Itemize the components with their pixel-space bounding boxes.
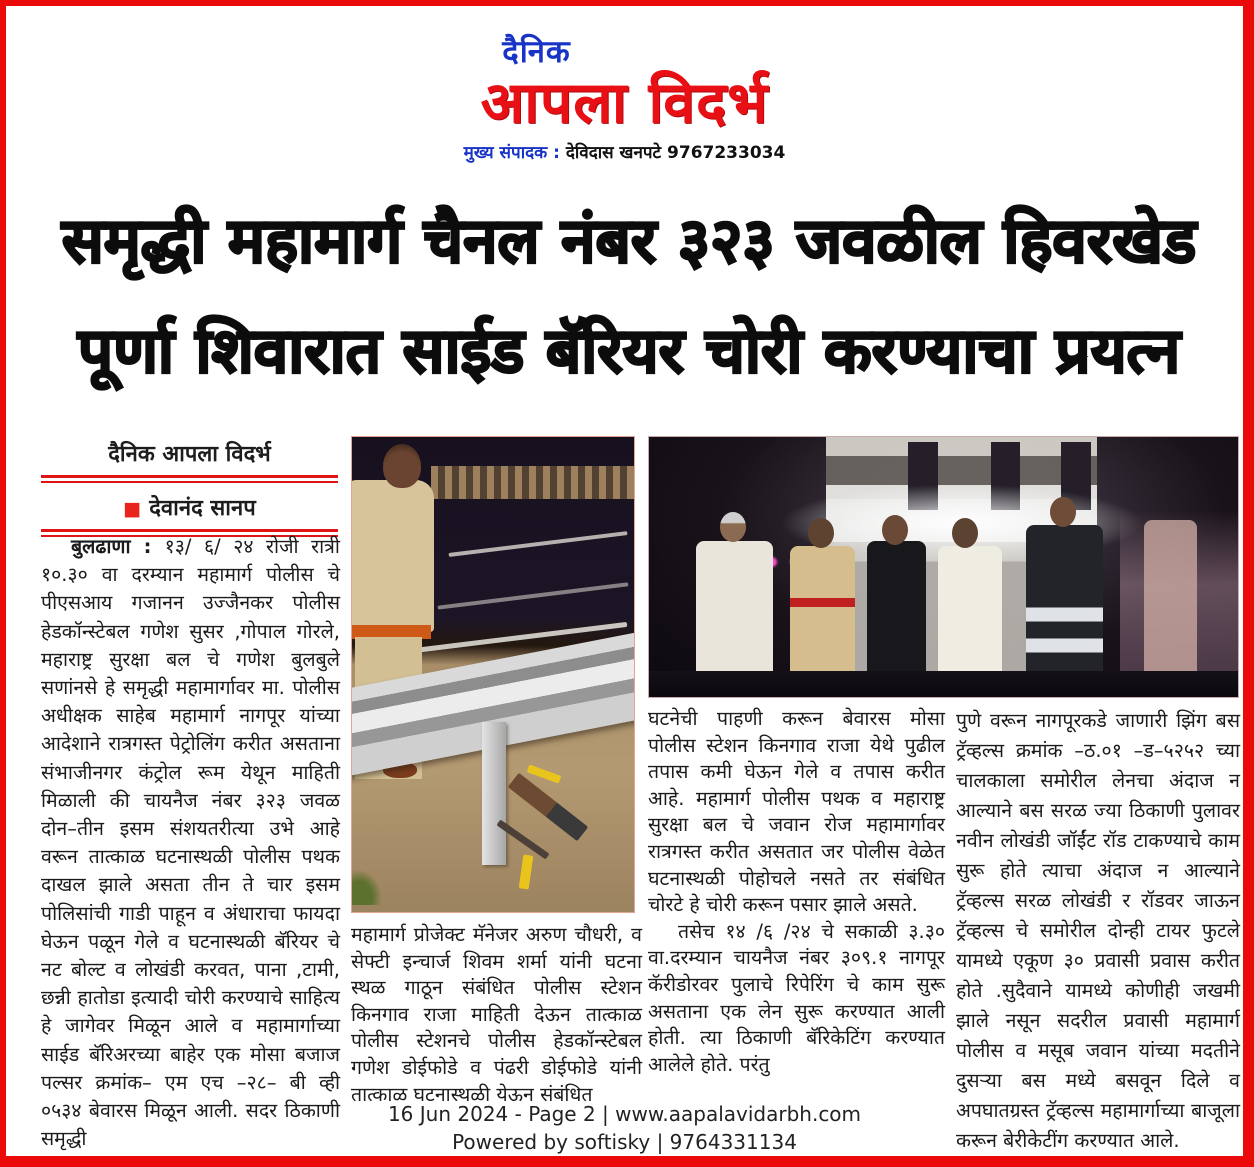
masthead-title: आपला विदर्भ	[480, 70, 769, 136]
article-column-4	[956, 706, 1240, 1156]
headline-line1: समृद्धी महामार्ग चैनल नंबर ३२३ जवळील हिवरखेड	[61, 204, 1197, 277]
photo2-man-head	[1050, 497, 1076, 527]
column2-text: महामार्ग प्रोजेक्ट मॅनेजर अरुण चौधरी, व सेफ्टी इन्चार्ज शिवम शर्मा यांनी घटना स्थळ गाठून संबंधित पोलीस स्टेशन किनगाव राजा माहिती देऊन तात्काळ पोलीस स्टेशनचे पोलीस हेडकॉन्स्टेबल गणेश डोईफोडे व पंढरी डोईफोडे यांनी तात्काळ घटनास्थळी येऊन संबंधित	[351, 923, 642, 1106]
headline	[20, 186, 1238, 406]
byline-block	[41, 438, 338, 537]
masthead	[6, 30, 1243, 163]
photo2-man-head	[720, 512, 746, 542]
article-column-2	[351, 922, 642, 1108]
photo2-man-head	[952, 518, 978, 548]
footer-date-page-url: 16 Jun 2024 - Page 2 | www.aapalavidarbh.com	[387, 1102, 862, 1126]
red-rule-top	[41, 475, 338, 483]
photo1-saw-tool	[508, 773, 588, 841]
article-paragraph	[956, 706, 1240, 1156]
headline-line2: पूर्णा शिवारात साईड बॅरियर चोरी करण्याचा प्रयत्न	[77, 314, 1181, 387]
photo2-ground	[649, 671, 1238, 697]
photo1-officer-shirt	[351, 480, 434, 632]
article-paragraph	[41, 533, 340, 1153]
photo1-yellow-handle-tool	[519, 854, 534, 889]
photo1-lane-line	[448, 531, 628, 557]
reporter-line	[41, 492, 338, 522]
photo2-police-belt	[790, 598, 855, 607]
photo1-grass	[352, 865, 386, 905]
photo2-bystander	[1144, 520, 1197, 676]
editor-value: देविदास खनपटे 9767233034	[559, 143, 786, 163]
footer-powered-by: Powered by softisky | 9764331134	[452, 1130, 797, 1154]
photo-guardrail-night	[351, 436, 635, 913]
photo1-officer-head	[383, 444, 421, 488]
photo1-median-fence	[431, 466, 634, 499]
photo1-yellow-handle-tool	[526, 764, 561, 783]
photo1-guardrail-post	[482, 722, 506, 865]
byline-paper-name: दैनिक आपला विदर्भ	[108, 442, 271, 467]
editor-label: मुख्य संपादक :	[463, 143, 560, 163]
photo1-lane-line	[437, 582, 628, 609]
dateline-lead: बुलढाणा :	[71, 535, 165, 558]
article-column-1	[41, 533, 340, 1153]
photo2-man-head	[882, 515, 908, 545]
red-square-bullet-icon: ■	[123, 498, 142, 520]
column3-para2: तसेच १४ /६ /२४ चे सकाळी ३.३० वा.दरम्यान चायनैज नंबर ३०९.१ नागपूर कॅरीडोरवर पुलाचे रिपेरिंग चे काम सुरू असताना एक लेन सुरू करण्यात आली होती. त्या ठिकाणी बॅरिकेटिंग करण्यात आलेले होते. परंतु	[648, 919, 945, 1076]
article-column-3	[648, 706, 945, 1078]
photo2-man-head	[808, 518, 834, 548]
photo-bus-night-group	[648, 436, 1239, 698]
masthead-pre-title: दैनिक	[502, 34, 571, 70]
editor-line	[6, 140, 1243, 163]
column4-text: पुणे वरून नागपूरकडे जाणारी झिंग बस ट्रॅव्हल्स क्रमांक –ठ.०१ –ड–५२५२ च्या चालकाला समोरील लेनचा अंदाज न आल्याने बस सरळ ज्या ठिकाणी पुलावर नवीन लोखंडी जॉईंट रॉड टाकण्याचे काम सुरू होते त्याचा अंदाज न आल्याने ट्रॅव्हल्स सरळ लोखंडी र रॉडवर जाऊन ट्रॅव्हल्स चे समोरील दोन्ही टायर फुटले यामध्ये एकूण ३० प्रवासी प्रवास करीत होते .सुदैवाने यामध्ये कोणीही जखमी झाले नसून सदरील प्रवासी महामार्ग पोलीस व मसूब जवान यांच्या मदतीने दुसऱ्या बस मध्ये बसवून दिले व अपघातग्रस्त ट्रॅव्हल्स महामार्गाच्या बाजूला करून बेरीकेटींग करण्यात आले.	[956, 709, 1240, 1152]
article-paragraph	[648, 706, 945, 919]
column1-text: १३/ ६/ २४ रोजी रात्री १०.३० वा दरम्यान महामार्ग पोलीस चे पीएसआय गजानन उज्जैनकर पोलीस हेडकॉन्स्टेबल गणेश सुसर ,गोपाल गोरले, महाराष्ट्र सुरक्षा बल चे गणेश बुलबुले सणांनसे हे समृद्धी महामार्गावर मा. पोलीस अधीक्षक साहेब महामार्ग नागपूर यांच्या आदेशाने रात्रगस्त पेट्रोलिंग करीत असताना संभाजीनगर कंट्रोल रूम येथून माहिती मिळाली की चायनैज नंबर ३२३ जवळ दोन–तीन इसम संशयतरीत्या उभे आहे वरून तात्काळ घटनास्थळी पोलीस पथक दाखल झाले असता तीन ते चार इसम पोलिसांची गाडी पाहून व अंधाराचा फायदा घेऊन पळून गेले व घटनास्थळी बॅरियर चे नट बोल्ट व लोखंडी करवत, पाना ,टामी, छन्नी हातोडा इत्यादी चोरी करण्याचे साहित्य हे जागेवर मिळून आले व महामार्गाच्या साईड बॅरिअरच्या बाहेर एक मोसा बजाज पल्सर क्रमांक– एम एच –२८– बी व्ही ०५३४ बेवारस मिळून आली. सदर ठिकाणी समृद्धी	[41, 535, 340, 1151]
article-paragraph	[648, 919, 945, 1079]
reporter-name: देवानंद सानप	[149, 496, 256, 521]
column3-para1: घटनेची पाहणी करून बेवारस मोसा पोलीस स्टेशन किनगाव राजा येथे पुढील तपास कमी घेऊन गेले व तपास करीत आहे. महामार्ग पोलीस पथक व महाराष्ट्र सुरक्षा बल चे जवान रोज महामार्गावर रात्रगस्त करीत असतात जर पोलीस वेळेत घटनास्थळी पोहोचले नसते तर संबंधित चोरटे हे चोरी करून पसार झाले असते.	[648, 707, 945, 917]
article-paragraph	[351, 922, 642, 1108]
